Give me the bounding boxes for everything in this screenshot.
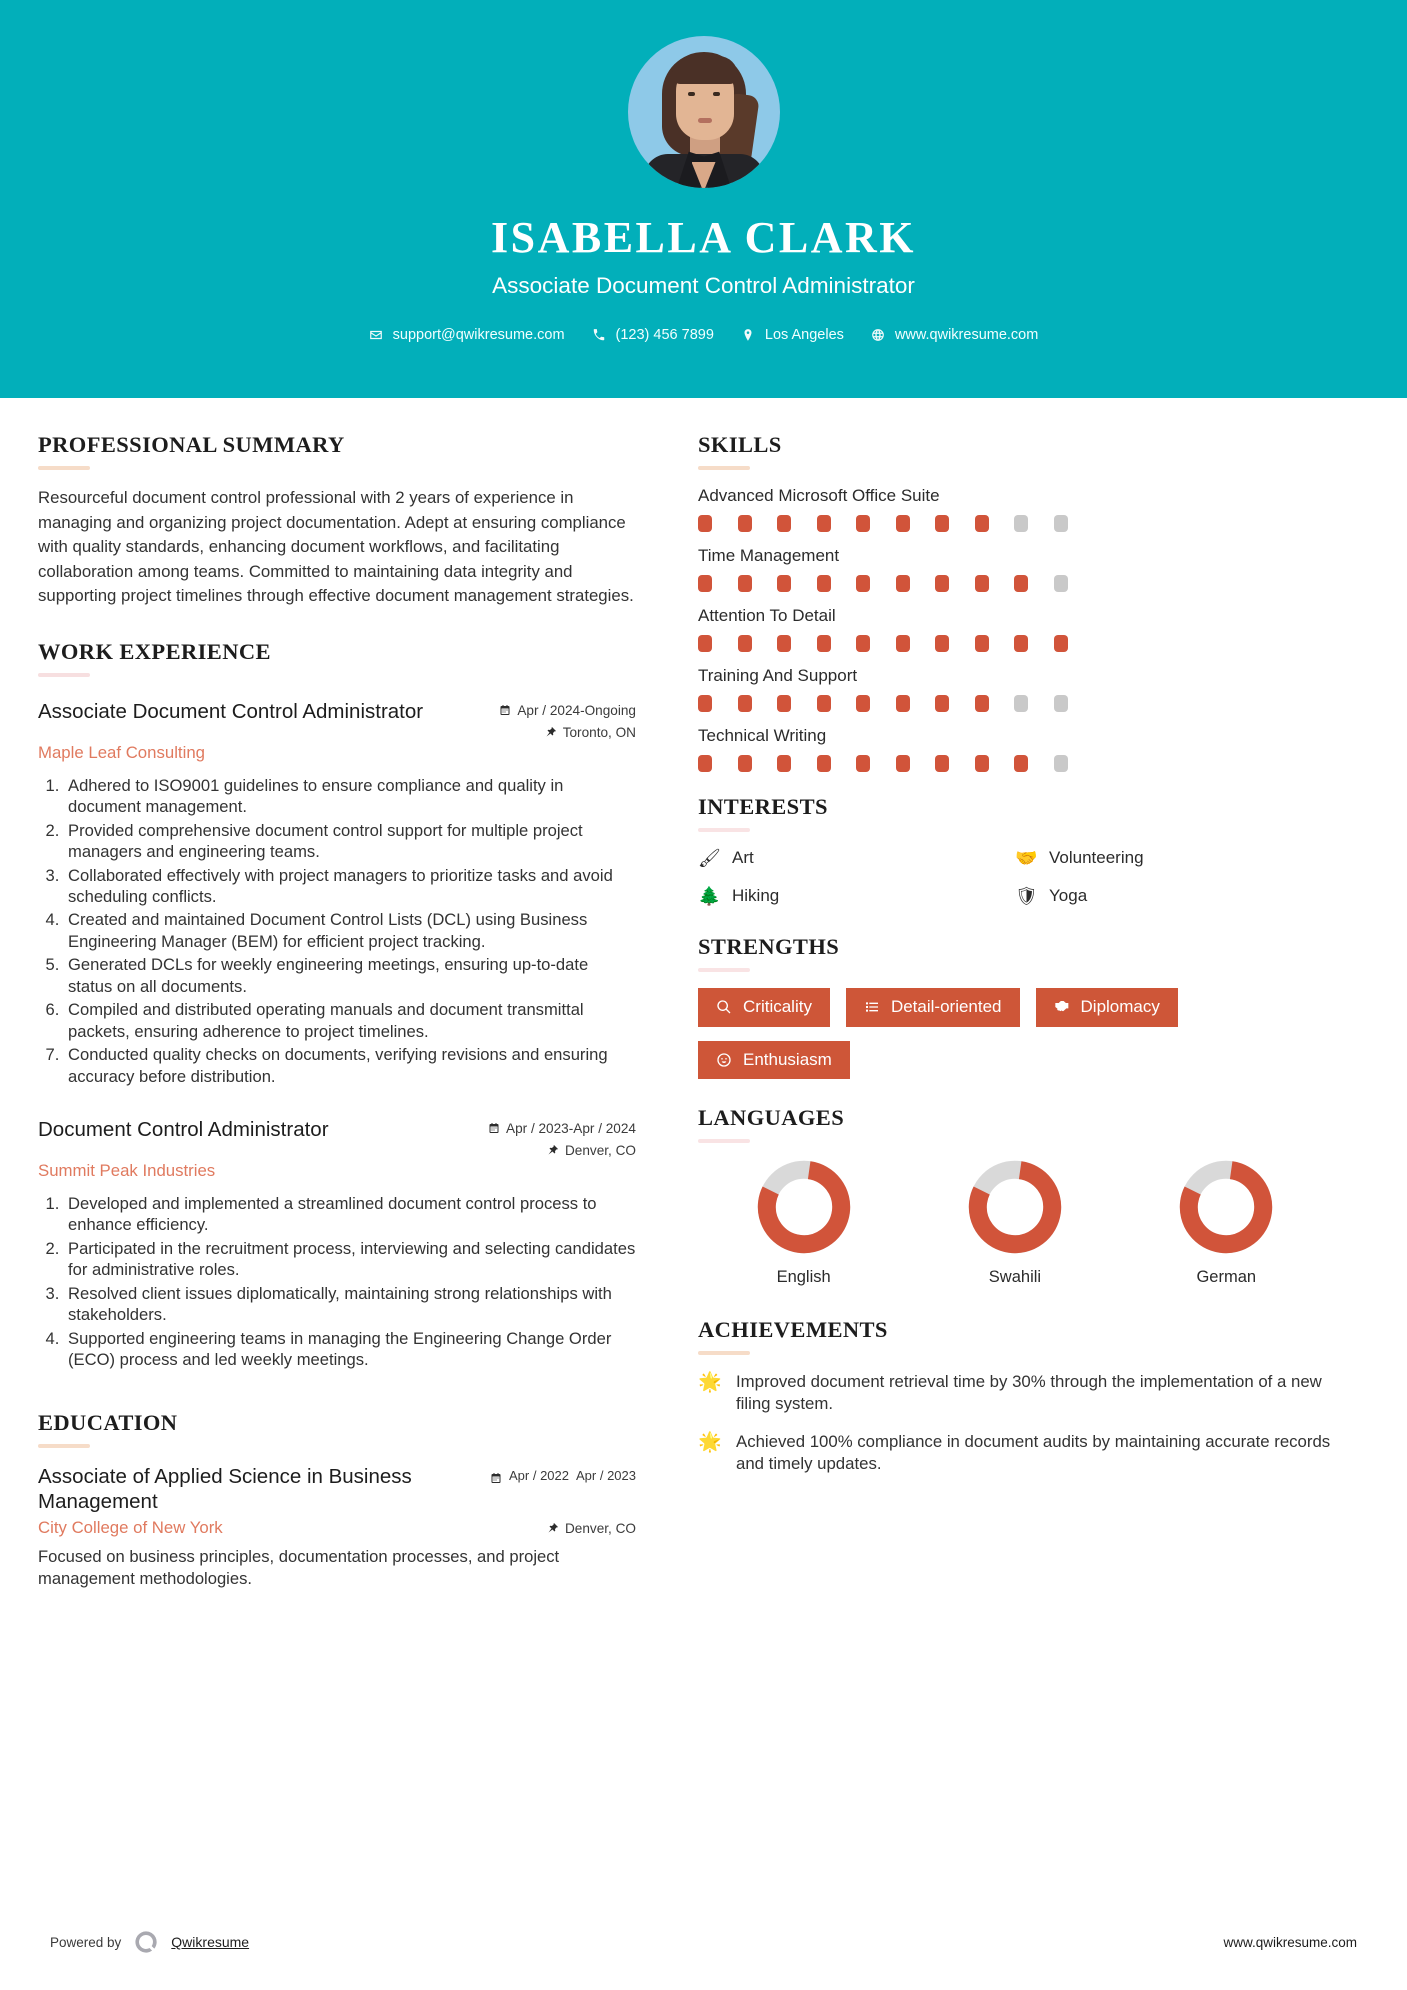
powered-by (50, 1929, 249, 1955)
skill-rating-dot (817, 515, 831, 532)
skill-item (698, 486, 1332, 532)
evergreen-tree-icon: 🌲 (698, 886, 721, 906)
strength-badge[interactable] (698, 988, 830, 1027)
job-dates (476, 1121, 636, 1136)
skill-rating-dot (896, 515, 910, 532)
phone-icon (592, 328, 607, 343)
job-dates-text: Apr / 2023-Apr / 2024 (506, 1120, 636, 1136)
skill-rating-dot (817, 635, 831, 652)
job-title: Document Control Administrator (38, 1117, 329, 1141)
skill-label: Time Management (698, 546, 840, 565)
section-divider (698, 1351, 750, 1355)
skill-rating-dot (817, 695, 831, 712)
skill-item (698, 606, 1332, 652)
section-work-experience (38, 639, 636, 1371)
skill-rating-dot (975, 515, 989, 532)
experience-entry (38, 699, 636, 1087)
skill-rating-dot (777, 755, 791, 772)
contact-location-text: Los Angeles (764, 327, 844, 343)
job-bullets (64, 1193, 636, 1370)
skill-rating-dot (698, 695, 712, 712)
job-bullet: 3. Resolved client issues diplomatically, maintaining strong relationships with stakeholders. (64, 1283, 636, 1325)
interest-label: Hiking (732, 886, 780, 905)
job-dates (476, 703, 636, 718)
section-professional-summary (38, 432, 636, 609)
languages-list (698, 1159, 1332, 1287)
skill-rating-dot (1014, 635, 1028, 652)
skill-rating-dot (975, 575, 989, 592)
skill-rating-dot (935, 695, 949, 712)
candidate-name: ISABELLA CLARK (490, 213, 916, 262)
contact-website-text: www.qwikresume.com (894, 327, 1039, 343)
education-dates (490, 1464, 636, 1484)
interest-label: Yoga (1049, 886, 1088, 905)
interest-label: Volunteering (1049, 848, 1144, 867)
section-heading-interests: INTERESTS (698, 794, 828, 819)
skill-rating (698, 575, 1332, 592)
skill-rating-dot (738, 695, 752, 712)
skill-rating-dot (738, 575, 752, 592)
skill-rating-dot (817, 755, 831, 772)
calendar-icon (488, 1122, 500, 1134)
skill-rating (698, 755, 1332, 772)
section-strengths (698, 934, 1332, 1079)
education-location (547, 1521, 636, 1536)
section-divider (698, 828, 750, 832)
skill-rating-dot (975, 695, 989, 712)
skill-rating-dot (1054, 635, 1068, 652)
achievement-text: Achieved 100% compliance in document audits by maintaining accurate records and timely updates. (736, 1432, 1331, 1473)
interest-item (698, 886, 1015, 906)
handshake-icon (1054, 999, 1070, 1015)
interest-item (1015, 886, 1332, 906)
job-bullet: 2. Participated in the recruitment process, interviewing and selecting candidates for administrative roles. (64, 1238, 636, 1280)
section-heading-education: EDUCATION (38, 1410, 178, 1436)
education-date-start: Apr / 2022 (509, 1468, 569, 1484)
skill-rating-dot (896, 575, 910, 592)
smiley-icon (716, 1052, 732, 1068)
achievement-text: Improved document retrieval time by 30% through the implementation of a new filing system. (736, 1372, 1322, 1414)
contact-phone[interactable] (583, 327, 723, 343)
education-entry (38, 1464, 636, 1589)
life-ring-icon: 🛡 (1015, 886, 1038, 906)
strengths-list (698, 988, 1332, 1079)
pushpin-icon (547, 1144, 559, 1156)
skill-label: Training And Support (698, 666, 858, 685)
skill-rating (698, 515, 1332, 532)
interest-item (698, 848, 1015, 868)
section-divider (38, 466, 90, 470)
shooting-star-icon: 🌟 (698, 1372, 722, 1394)
skill-rating-dot (698, 755, 712, 772)
interest-label: Art (732, 848, 754, 867)
skill-rating-dot (698, 635, 712, 652)
left-column (38, 432, 636, 1589)
interest-item (1015, 848, 1332, 868)
magnifier-icon (716, 999, 732, 1015)
skill-rating-dot (856, 515, 870, 532)
contact-email[interactable] (360, 327, 574, 343)
job-dates-text: Apr / 2024-Ongoing (517, 702, 636, 718)
section-divider (38, 1444, 90, 1448)
job-meta (476, 699, 636, 740)
job-bullet: 4. Supported engineering teams in managing the Engineering Change Order (ECO) process and led weekly meetings. (64, 1328, 636, 1370)
shooting-star-icon: 🌟 (698, 1432, 722, 1454)
skill-rating-dot (856, 695, 870, 712)
section-achievements (698, 1317, 1332, 1474)
education-location-text: Denver, CO (564, 1520, 636, 1536)
skill-rating-dot (1014, 515, 1028, 532)
envelope-icon (369, 328, 384, 343)
skill-item (698, 666, 1332, 712)
contact-bar (0, 327, 1407, 343)
resume-body (0, 398, 1407, 1589)
right-column (672, 432, 1332, 1589)
skill-label: Technical Writing (698, 726, 827, 745)
strength-badge[interactable] (1036, 988, 1178, 1027)
skill-rating-dot (856, 755, 870, 772)
section-divider (698, 466, 750, 470)
school-name: City College of New York (38, 1518, 223, 1538)
skill-rating-dot (698, 515, 712, 532)
job-meta (476, 1117, 636, 1158)
job-bullet: 7. Conducted quality checks on documents, verifying revisions and ensuring accuracy before distribution. (64, 1044, 636, 1086)
skill-rating-dot (777, 575, 791, 592)
contact-phone-text: (123) 456 7899 (615, 327, 714, 343)
education-description: Focused on business principles, documentation processes, and project management methodologies. (38, 1547, 560, 1588)
skill-rating-dot (935, 515, 949, 532)
skill-rating-dot (935, 755, 949, 772)
pushpin-icon (547, 1522, 559, 1534)
section-divider (38, 673, 90, 677)
skill-rating-dot (1054, 575, 1068, 592)
skill-rating-dot (896, 755, 910, 772)
job-title: Associate Document Control Administrator (38, 699, 424, 723)
candidate-role: Associate Document Control Administrator (492, 273, 915, 298)
language-item (1121, 1159, 1332, 1287)
handshake-icon: 🤝 (1015, 848, 1038, 868)
section-heading-achievements: ACHIEVEMENTS (698, 1317, 888, 1343)
interests-list (698, 848, 1332, 924)
company-name: Summit Peak Industries (38, 1160, 216, 1180)
skill-rating-dot (1054, 515, 1068, 532)
job-location (476, 725, 636, 740)
section-heading-experience: WORK EXPERIENCE (38, 638, 271, 664)
achievements-list (698, 1371, 1332, 1474)
section-heading-summary: PROFESSIONAL SUMMARY (38, 432, 345, 457)
skill-rating-dot (777, 695, 791, 712)
resume-header (0, 0, 1407, 398)
skill-rating-dot (738, 515, 752, 532)
section-heading-strengths: STRENGTHS (698, 934, 840, 959)
language-item (698, 1159, 909, 1287)
skill-rating-dot (896, 635, 910, 652)
section-heading-languages: LANGUAGES (698, 1105, 845, 1131)
skill-rating-dot (856, 575, 870, 592)
language-donut-chart (1178, 1159, 1274, 1255)
language-label: Swahili (988, 1268, 1042, 1287)
section-languages (698, 1105, 1332, 1287)
skill-rating-dot (1014, 755, 1028, 772)
strength-label: Diplomacy (1080, 997, 1160, 1016)
skill-item (698, 726, 1332, 772)
calendar-icon (490, 1472, 502, 1484)
strength-badge[interactable] (698, 1041, 850, 1080)
skill-rating-dot (1054, 755, 1068, 772)
job-bullet: 4. Created and maintained Document Control Lists (DCL) using Business Engineering Manager (BEM) for efficient project tracking. (64, 909, 636, 951)
job-location-text: Denver, CO (564, 1142, 636, 1158)
job-location (476, 1143, 636, 1158)
strength-label: Detail-oriented (890, 997, 1002, 1016)
skill-rating-dot (975, 635, 989, 652)
section-skills (698, 432, 1332, 772)
education-date-end: Apr / 2023 (576, 1468, 636, 1484)
achievement-item (698, 1371, 1332, 1415)
section-divider (698, 968, 750, 972)
qwikresume-logo-icon (133, 1929, 159, 1955)
skill-rating (698, 635, 1332, 652)
skill-rating-dot (975, 755, 989, 772)
skill-rating-dot (777, 515, 791, 532)
section-heading-skills: SKILLS (698, 432, 782, 457)
skill-rating-dot (856, 635, 870, 652)
job-location-text: Toronto, ON (562, 724, 636, 740)
skill-rating-dot (698, 575, 712, 592)
skill-rating-dot (817, 575, 831, 592)
powered-by-label: Powered by (50, 1934, 122, 1950)
contact-location (732, 327, 853, 343)
job-bullets (64, 775, 636, 1087)
contact-email-text: support@qwikresume.com (392, 327, 565, 343)
calendar-icon (499, 704, 511, 716)
pushpin-icon (545, 726, 557, 738)
contact-website[interactable] (862, 327, 1047, 343)
skill-rating-dot (738, 755, 752, 772)
skill-label: Advanced Microsoft Office Suite (698, 486, 940, 505)
job-bullet: 3. Collaborated effectively with project managers to prioritize tasks and avoid scheduling conflicts. (64, 865, 636, 907)
company-name: Maple Leaf Consulting (38, 742, 205, 762)
summary-text: Resourceful document control professional with 2 years of experience in managing and organizing project documentation. Adept at ensuring compliance with quality standards, enhancing document workflows, and facilitating collaboration among teams. Committed to maintaining data integrity and supporting project timelines through effective document management strategies. (38, 488, 634, 606)
job-bullet: 5. Generated DCLs for weekly engineering meetings, ensuring up-to-date status on all documents. (64, 954, 636, 996)
page-footer (0, 1894, 1407, 1990)
skill-rating-dot (1014, 695, 1028, 712)
skill-rating-dot (777, 635, 791, 652)
skill-rating-dot (1054, 695, 1068, 712)
strength-label: Enthusiasm (743, 1049, 832, 1069)
section-divider (698, 1139, 750, 1143)
globe-icon (871, 328, 886, 343)
language-donut-chart (967, 1159, 1063, 1255)
footer-website[interactable]: www.qwikresume.com (1223, 1934, 1357, 1950)
skill-item (698, 546, 1332, 592)
strength-label: Criticality (743, 997, 812, 1016)
degree-title: Associate of Applied Science in Business Management (38, 1465, 412, 1514)
paintbrush-icon: 🖌 (698, 848, 721, 868)
skill-rating-dot (1014, 575, 1028, 592)
job-bullet: 2. Provided comprehensive document control support for multiple project managers and engineering teams. (64, 820, 636, 862)
qwikresume-brand-link[interactable]: Qwikresume (171, 1934, 250, 1950)
skill-rating (698, 695, 1332, 712)
job-bullet: 1. Adhered to ISO9001 guidelines to ensure compliance and quality in document management. (64, 775, 636, 817)
section-education (38, 1410, 636, 1589)
strength-badge[interactable] (846, 988, 1020, 1027)
language-item (909, 1159, 1120, 1287)
skill-rating-dot (935, 575, 949, 592)
language-label: German (1196, 1268, 1257, 1287)
skill-rating-dot (935, 635, 949, 652)
language-label: English (776, 1268, 831, 1287)
skill-label: Attention To Detail (698, 606, 836, 625)
experience-entry (38, 1117, 636, 1370)
map-pin-icon (741, 328, 756, 343)
section-interests (698, 794, 1332, 924)
skill-rating-dot (738, 635, 752, 652)
job-bullet: 1. Developed and implemented a streamlined document control process to enhance efficiency. (64, 1193, 636, 1235)
job-bullet: 6. Compiled and distributed operating manuals and document transmittal packets, ensuring adherence to project timelines. (64, 999, 636, 1041)
achievement-item (698, 1431, 1332, 1475)
skills-list (698, 486, 1332, 772)
avatar (628, 36, 780, 188)
language-donut-chart (756, 1159, 852, 1255)
list-icon (864, 999, 880, 1015)
skill-rating-dot (896, 695, 910, 712)
